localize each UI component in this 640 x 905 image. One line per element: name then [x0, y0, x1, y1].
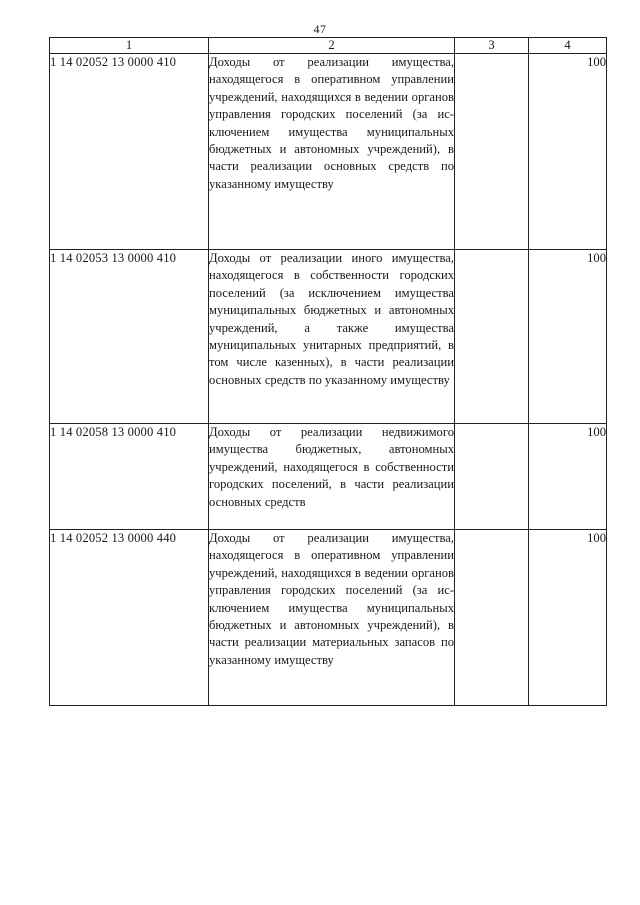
amount-cell: 100 [529, 530, 607, 706]
column-header-3: 3 [455, 38, 529, 54]
table-row [50, 424, 607, 530]
revenue-description: Доходы от реализации имущества, находящегося в оперативном управлении учреждений, находящихся в ведении органов управления городских поселений (за исключением имущества муниципальных бюджетных и автономных учреждений), в части реализации основных средств по указанному имуществу [209, 54, 455, 250]
revenue-code: 1 14 02058 13 0000 410 [50, 424, 209, 530]
revenue-description: Доходы от реализации имущества, находящегося в оперативном управлении учреждений, находящихся в ведении органов управления городских поселений (за исключением имущества муниципальных бюджетных и автономных учреждений), в части реализации материальных запасов по указанному имуществу [209, 530, 455, 706]
revenue-code: 1 14 02053 13 0000 410 [50, 250, 209, 424]
table-row [50, 530, 607, 706]
revenue-table [49, 37, 607, 706]
revenue-description: Доходы от реализации иного имущества, находящегося в собственности городских поселений (за исключением имущества муниципальных бюджетных и автономных учреждений, а также имущества муниципальных унитарных предприятий, в том числе казенных), в части реализации основных средств по указанному имуществу [209, 250, 455, 424]
amount-cell: 100 [529, 424, 607, 530]
column-3-cell [455, 424, 529, 530]
revenue-code: 1 14 02052 13 0000 410 [50, 54, 209, 250]
table-row [50, 250, 607, 424]
column-3-cell [455, 530, 529, 706]
page-number: 47 [313, 22, 327, 36]
table-header-row [50, 38, 607, 54]
column-header-4: 4 [529, 38, 607, 54]
revenue-code: 1 14 02052 13 0000 440 [50, 530, 209, 706]
column-header-2: 2 [209, 38, 455, 54]
table-row [50, 54, 607, 250]
column-3-cell [455, 250, 529, 424]
revenue-description: Доходы от реализации недвижимого имущества бюджетных, автономных учреждений, находящегося в собственности городских поселений, в части реализации основных средств [209, 424, 455, 530]
amount-cell: 100 [529, 250, 607, 424]
amount-cell: 100 [529, 54, 607, 250]
column-3-cell [455, 54, 529, 250]
column-header-1: 1 [50, 38, 209, 54]
